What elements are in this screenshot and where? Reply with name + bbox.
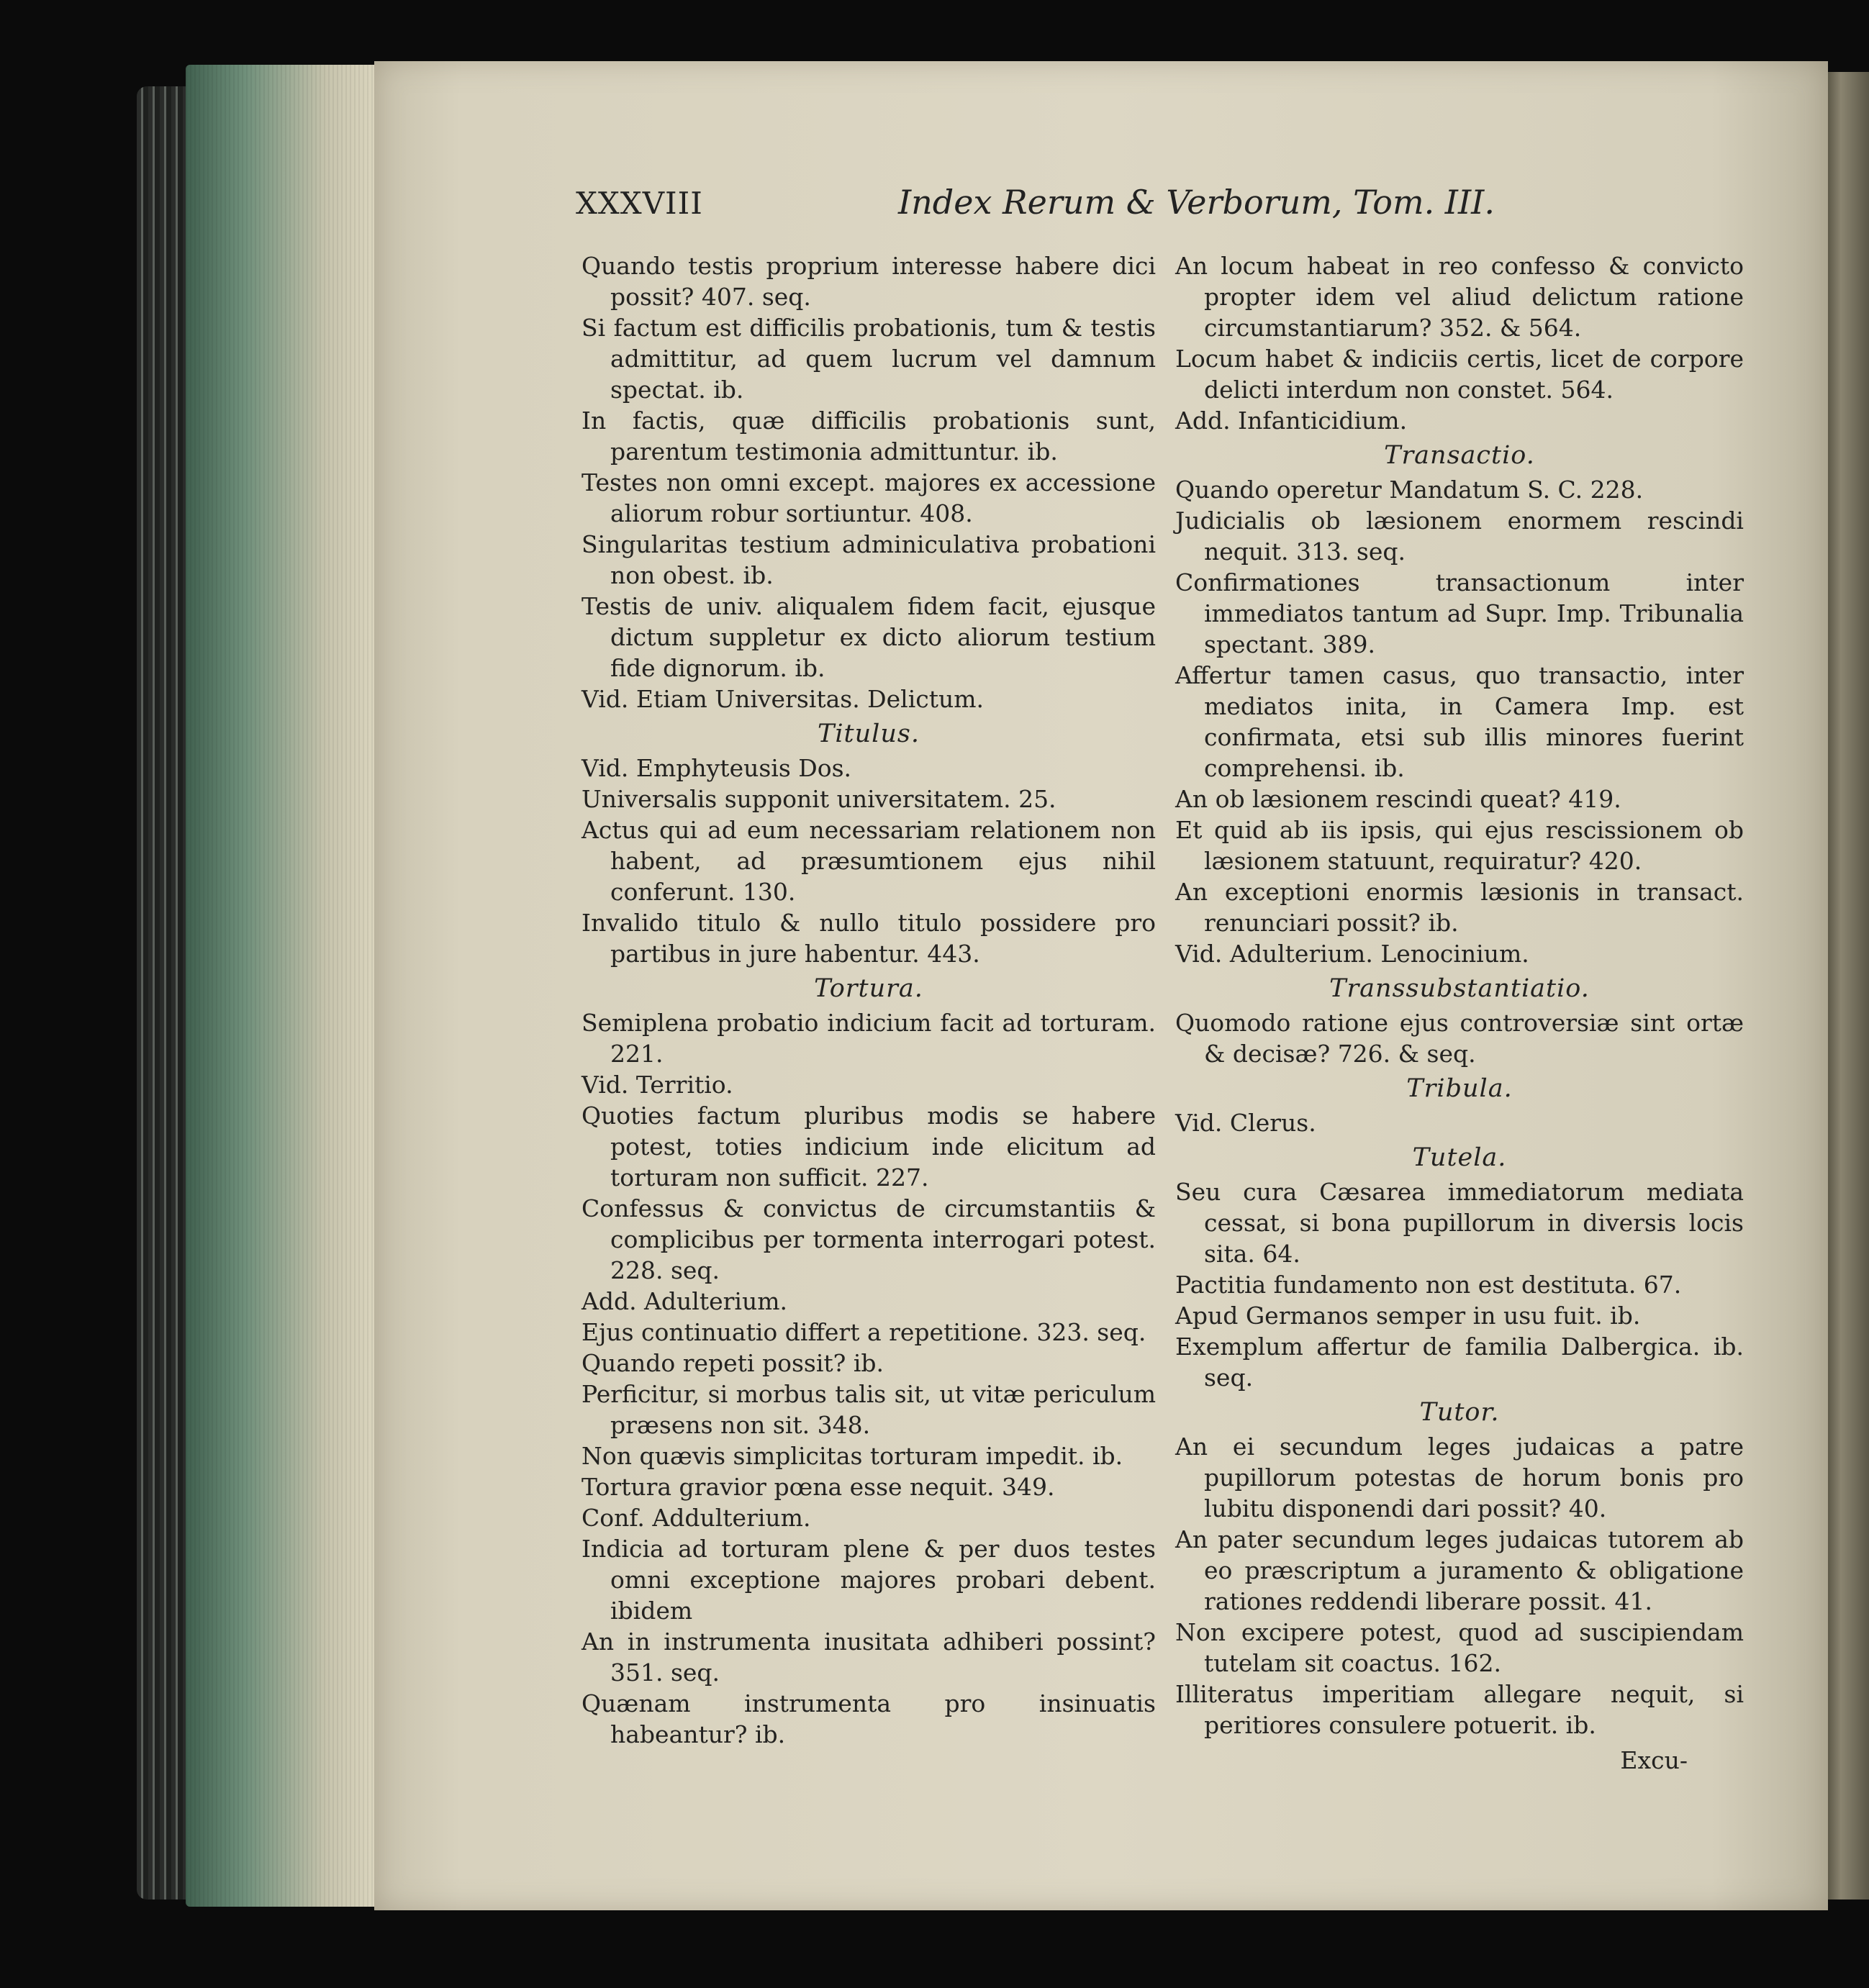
index-entry: Testes non omni except. majores ex accessione aliorum robur sortiuntur. 408. <box>581 468 1156 527</box>
catchword: Excu- <box>1620 1746 1688 1774</box>
index-entry: Quænam instrumenta pro insinuatis habeantur? ib. <box>581 1689 1156 1748</box>
index-entry: Vid. Territio. <box>581 1071 733 1099</box>
index-entry: Testis de univ. aliqualem fidem facit, ejusque dictum suppletur ex dicto aliorum testium fide dignorum. ib. <box>581 592 1156 682</box>
section-heading-tortura: Tortura. <box>814 974 923 1003</box>
left-column <box>581 250 1156 1750</box>
index-entry: An pater secundum leges judaicas tutorem ab eo præscriptum a juramento & obligatione rationes reddendi liberare possit. 41. <box>1175 1525 1744 1615</box>
index-entry: Locum habet & indiciis certis, licet de corpore delicti interdum non constet. 564. <box>1175 345 1744 404</box>
index-entry: An in instrumenta inusitata adhiberi possint? 351. seq. <box>581 1628 1156 1687</box>
index-entry: Non excipere potest, quod ad suscipiendam tutelam sit coactus. 162. <box>1175 1618 1744 1677</box>
index-entry: An exceptioni enormis læsionis in transact. renunciari possit? ib. <box>1175 878 1744 937</box>
index-entry: Singularitas testium adminiculativa probationi non obest. ib. <box>581 530 1156 589</box>
index-entry: Confessus & convictus de circumstantiis & complicibus per tormenta interrogari potest. 228. seq. <box>581 1194 1156 1284</box>
index-entry: Confirmationes transactionum inter immediatos tantum ad Supr. Imp. Tribunalia spectant. 389. <box>1175 568 1744 658</box>
index-entry: Quando operetur Mandatum S. C. 228. <box>1175 476 1644 504</box>
index-entry: Add. Infanticidium. <box>1175 407 1408 435</box>
index-entry: Perficitur, si morbus talis sit, ut vitæ periculum præsens non sit. 348. <box>581 1380 1156 1439</box>
index-entry: Vid. Emphyteusis Dos. <box>581 754 852 782</box>
right-column <box>1175 250 1744 1776</box>
index-entry: Universalis supponit universitatem. 25. <box>581 785 1056 813</box>
index-entry: Vid. Clerus. <box>1175 1109 1316 1137</box>
section-heading-titulus: Titulus. <box>818 720 920 748</box>
index-entry: Quoties factum pluribus modis se habere potest, toties indicium inde elicitum ad torturam non sufficit. 227. <box>581 1102 1156 1192</box>
section-heading-tutor: Tutor. <box>1419 1398 1500 1427</box>
index-entry: Conf. Addulterium. <box>581 1504 811 1532</box>
index-entry: Non quævis simplicitas torturam impedit. ib. <box>581 1442 1123 1470</box>
index-entry: An ei secundum leges judaicas a patre pupillorum potestas de horum bonis pro lubitu disponendi dari possit? 40. <box>1175 1433 1744 1522</box>
index-entry: Add. Adulterium. <box>581 1287 787 1315</box>
index-entry: Illiteratus imperitiam allegare nequit, si peritiores consulere potuerit. ib. <box>1175 1680 1744 1739</box>
index-entry: An ob læsionem rescindi queat? 419. <box>1175 785 1621 813</box>
section-heading-transsubstantiatio: Transsubstantiatio. <box>1329 974 1590 1003</box>
section-heading-tutela: Tutela. <box>1412 1143 1507 1172</box>
index-entry: Indicia ad torturam plene & per duos testes omni exceptione majores probari debent. ibidem <box>581 1535 1156 1625</box>
index-entry: Semiplena probatio indicium facit ad torturam. 221. <box>581 1009 1156 1068</box>
index-entry: Tortura gravior pœna esse nequit. 349. <box>581 1473 1055 1501</box>
index-entry: Ejus continuatio differt a repetitione. 323. seq. <box>581 1318 1146 1346</box>
section-heading-transactio: Transactio. <box>1384 441 1535 470</box>
index-entry: Seu cura Cæsarea immediatorum mediata cessat, si bona pupillorum in diversis locis sita. 64. <box>1175 1178 1744 1268</box>
page-header <box>576 183 1495 229</box>
index-entry: Judicialis ob læsionem enormem rescindi nequit. 313. seq. <box>1175 507 1744 566</box>
index-entry: Pactitia fundamento non est destituta. 67. <box>1175 1271 1682 1299</box>
index-entry: Vid. Etiam Universitas. Delictum. <box>581 685 985 713</box>
index-entry: Quando testis proprium interesse habere dici possit? 407. seq. <box>581 252 1156 311</box>
page-edges <box>186 65 381 1907</box>
facing-page-edge <box>1822 72 1869 1900</box>
index-entry: Actus qui ad eum necessariam relationem non habent, ad præsumtionem ejus nihil conferunt. 130. <box>581 816 1156 906</box>
index-entry: Invalido titulo & nullo titulo possidere pro partibus in jure habentur. 443. <box>581 909 1156 968</box>
index-entry: Apud Germanos semper in usu fuit. ib. <box>1175 1302 1641 1330</box>
index-entry: An locum habeat in reo confesso & convicto propter idem vel aliud delictum ratione circumstantiarum? 352. & 564. <box>1175 252 1744 342</box>
index-entry: In factis, quæ difficilis probationis sunt, parentum testimonia admittuntur. ib. <box>581 407 1156 466</box>
index-entry: Et quid ab iis ipsis, qui ejus rescissionem ob læsionem statuunt, requiratur? 420. <box>1175 816 1744 875</box>
index-entry: Quomodo ratione ejus controversiæ sint ortæ & decisæ? 726. & seq. <box>1175 1009 1744 1068</box>
index-entry: Affertur tamen casus, quo transactio, inter mediatos inita, in Camera Imp. est confirmata, etsi sub illis minores fuerint comprehensi. ib. <box>1175 661 1744 782</box>
index-entry: Vid. Adulterium. Lenocinium. <box>1175 940 1529 968</box>
running-title: Index Rerum & Verborum, Tom. III. <box>898 183 1495 222</box>
section-heading-tribula: Tribula. <box>1406 1074 1513 1103</box>
index-entry: Exemplum affertur de familia Dalbergica. ib. seq. <box>1175 1333 1744 1392</box>
index-entry: Si factum est difficilis probationis, tum & testis admittitur, ad quem lucrum vel damnum spectat. ib. <box>581 314 1156 404</box>
page-number: XXXVIII <box>576 186 703 221</box>
index-entry: Quando repeti possit? ib. <box>581 1349 884 1377</box>
